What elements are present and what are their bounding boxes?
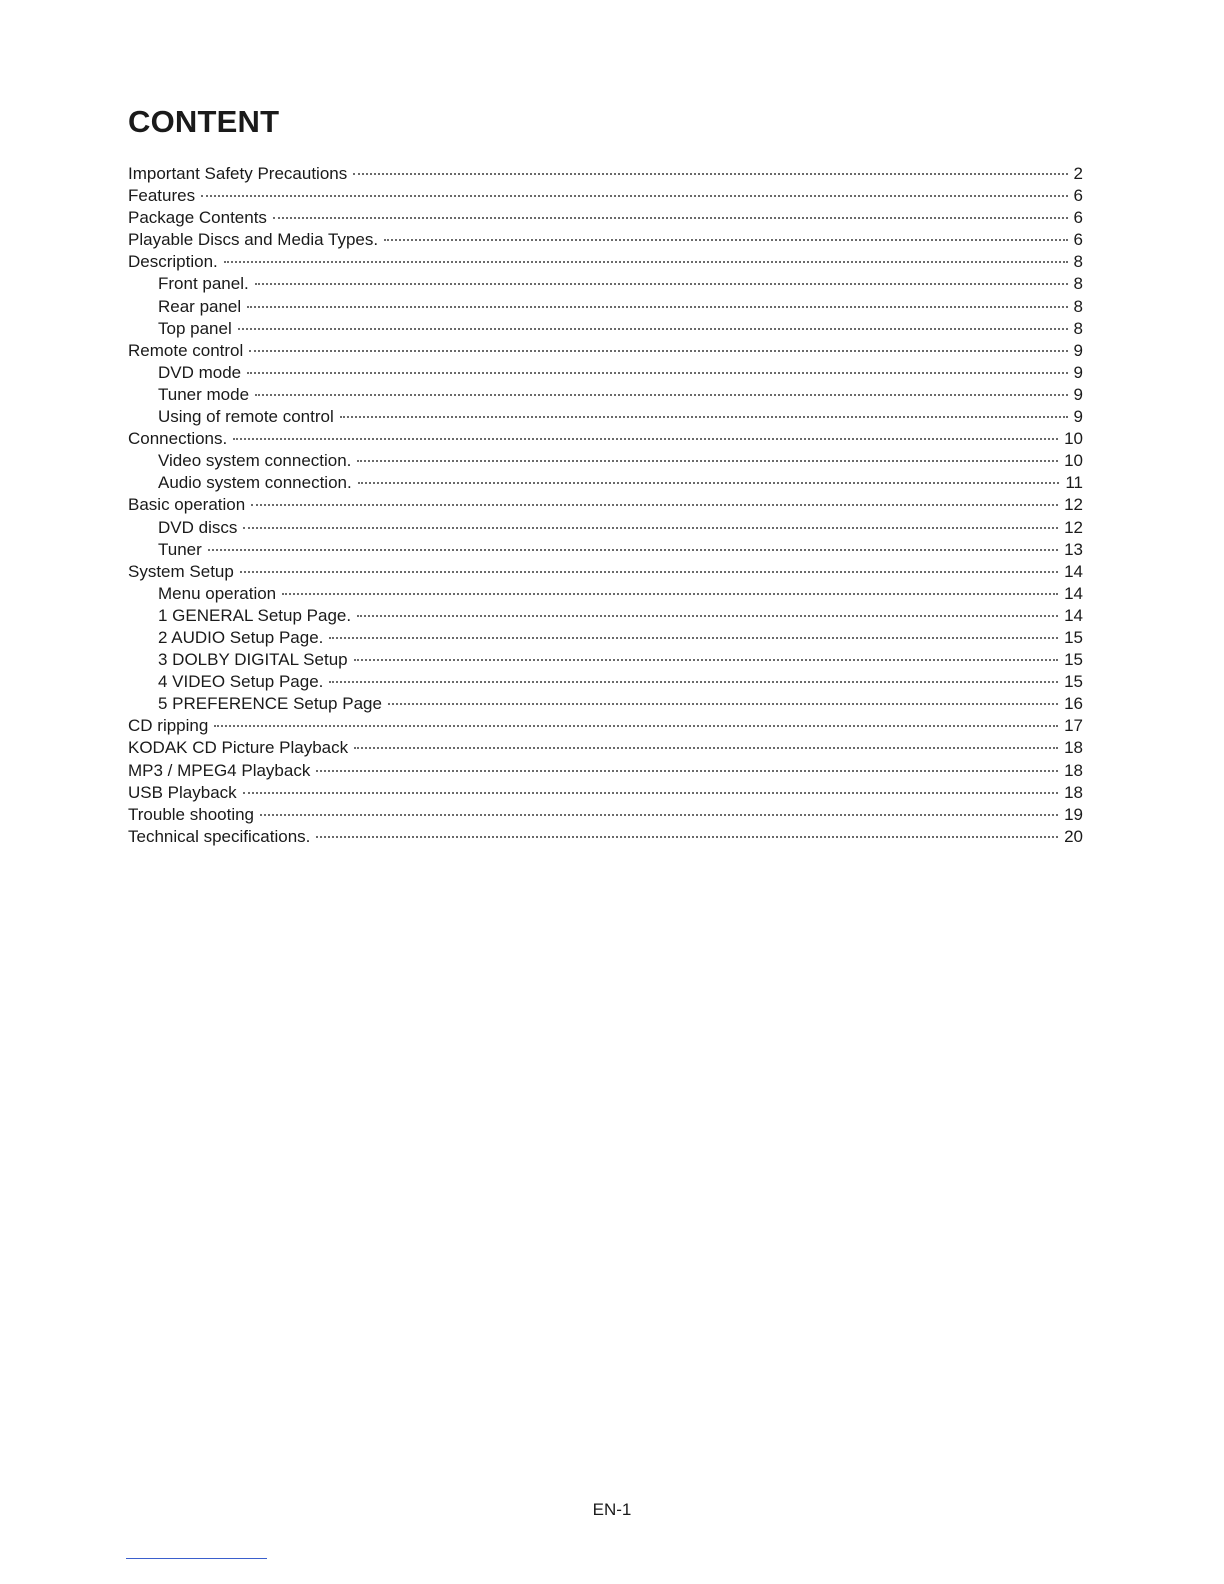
toc-entry[interactable] <box>128 207 1083 229</box>
toc-subentry[interactable] <box>128 539 1083 561</box>
toc-entry-label: MP3 / MPEG4 Playback <box>128 760 311 780</box>
toc-leader-dots <box>208 549 1058 551</box>
toc-entry-label: Description. <box>128 252 218 272</box>
toc-subentry[interactable] <box>128 693 1083 715</box>
toc-entry[interactable] <box>128 826 1083 848</box>
toc-subentry[interactable] <box>128 296 1083 318</box>
toc-entry-page: 11 <box>1065 473 1083 493</box>
toc-leader-dots <box>201 195 1067 197</box>
toc-subentry[interactable] <box>128 362 1083 384</box>
toc-entry[interactable] <box>128 229 1083 251</box>
toc-subentry[interactable] <box>128 450 1083 472</box>
toc-entry-label: DVD discs <box>158 517 238 537</box>
toc-subentry[interactable] <box>128 273 1083 295</box>
footnote-rule <box>126 1558 267 1559</box>
toc-entry-label: 1 GENERAL Setup Page. <box>158 605 352 625</box>
toc-subentry[interactable] <box>128 406 1083 428</box>
toc-entry-page: 8 <box>1073 274 1083 294</box>
toc-entry-label: Tuner <box>158 539 202 559</box>
toc-leader-dots <box>273 217 1068 219</box>
toc-subentry[interactable] <box>128 472 1083 494</box>
toc-entry[interactable] <box>128 251 1083 273</box>
toc-leader-dots <box>249 350 1067 352</box>
toc-entry-label: Playable Discs and Media Types. <box>128 230 379 250</box>
toc-subentry[interactable] <box>128 605 1083 627</box>
toc-leader-dots <box>329 681 1058 683</box>
toc-leader-dots <box>358 482 1060 484</box>
toc-entry-page: 15 <box>1064 650 1083 670</box>
toc-entry-label: Using of remote control <box>158 407 334 427</box>
toc-entry-label: 4 VIDEO Setup Page. <box>158 672 324 692</box>
toc-entry-page: 2 <box>1073 164 1083 183</box>
toc-entry[interactable] <box>128 340 1083 362</box>
toc-entry-label: Package Contents <box>128 208 267 228</box>
toc-leader-dots <box>214 725 1058 727</box>
toc-leader-dots <box>340 416 1068 418</box>
toc-leader-dots <box>260 814 1058 816</box>
toc-entry-page: 16 <box>1064 694 1083 714</box>
toc-entry-page: 8 <box>1073 318 1083 338</box>
toc-entry-label: CD ripping <box>128 716 209 736</box>
toc-entry[interactable] <box>128 760 1083 782</box>
toc-entry-page: 9 <box>1073 384 1083 404</box>
toc-entry-label: Basic operation <box>128 495 246 515</box>
toc-entry-page: 12 <box>1064 495 1083 515</box>
toc-entry-label: Top panel <box>158 318 232 338</box>
toc-entry-page: 14 <box>1064 605 1083 625</box>
toc-entry-label: Menu operation <box>158 583 277 603</box>
toc-leader-dots <box>388 703 1058 705</box>
toc-entry-label: Trouble shooting <box>128 804 255 824</box>
toc-leader-dots <box>353 173 1067 175</box>
toc-leader-dots <box>354 747 1058 749</box>
toc-entry-page: 9 <box>1073 362 1083 382</box>
toc-subentry[interactable] <box>128 384 1083 406</box>
toc-leader-dots <box>251 504 1058 506</box>
toc-entry-page: 18 <box>1064 782 1083 802</box>
toc-entry-page: 18 <box>1064 760 1083 780</box>
toc-subentry[interactable] <box>128 517 1083 539</box>
toc-leader-dots <box>243 792 1058 794</box>
toc-leader-dots <box>357 615 1058 617</box>
toc-entry-page: 8 <box>1073 296 1083 316</box>
toc-subentry[interactable] <box>128 318 1083 340</box>
toc-subentry[interactable] <box>128 671 1083 693</box>
toc-leader-dots <box>329 637 1058 639</box>
toc-leader-dots <box>316 770 1058 772</box>
toc-entry-page: 10 <box>1064 451 1083 471</box>
toc-entry[interactable] <box>128 782 1083 804</box>
toc-entry[interactable] <box>128 494 1083 516</box>
toc-leader-dots <box>243 527 1058 529</box>
toc-entry[interactable] <box>128 715 1083 737</box>
page-title: CONTENT <box>128 104 280 139</box>
toc-entry-label: Audio system connection. <box>158 473 352 493</box>
toc-entry-page: 13 <box>1064 539 1083 559</box>
toc-leader-dots <box>357 460 1058 462</box>
toc-entry-label: KODAK CD Picture Playback <box>128 738 349 758</box>
toc-entry-label: Front panel. <box>158 274 249 294</box>
toc-entry-label: Remote control <box>128 340 244 360</box>
toc-leader-dots <box>255 283 1068 285</box>
toc-entry-page: 14 <box>1064 561 1083 581</box>
toc-entry-label: Tuner mode <box>158 384 250 404</box>
toc-entry-page: 14 <box>1064 583 1083 603</box>
toc-leader-dots <box>282 593 1058 595</box>
toc-entry-label: 5 PREFERENCE Setup Page <box>158 694 382 714</box>
toc-entry[interactable] <box>128 185 1083 207</box>
toc-entry-page: 10 <box>1064 429 1083 449</box>
toc-entry-page: 15 <box>1064 627 1083 647</box>
toc-entry-page: 15 <box>1064 672 1083 692</box>
toc-leader-dots <box>238 328 1068 330</box>
toc-subentry[interactable] <box>128 627 1083 649</box>
toc-leader-dots <box>224 261 1068 263</box>
toc-subentry[interactable] <box>128 649 1083 671</box>
toc-entry-label: DVD mode <box>158 362 242 382</box>
toc-entry-page: 12 <box>1064 517 1083 537</box>
toc-entry-label: USB Playback <box>128 782 237 802</box>
toc-entry-label: 3 DOLBY DIGITAL Setup <box>158 650 348 670</box>
toc-entry-label: Technical specifications. <box>128 826 311 846</box>
toc-entry-label: Rear panel <box>158 296 242 316</box>
toc-entry-page: 6 <box>1073 208 1083 228</box>
toc-subentry[interactable] <box>128 583 1083 605</box>
table-of-contents <box>128 163 1083 848</box>
toc-entry-page: 17 <box>1064 716 1083 736</box>
toc-entry-page: 18 <box>1064 738 1083 758</box>
toc-leader-dots <box>247 372 1067 374</box>
toc-entry-page: 9 <box>1073 407 1083 427</box>
toc-entry-page: 6 <box>1073 186 1083 206</box>
toc-entry-label: Connections. <box>128 429 228 449</box>
toc-entry-page: 20 <box>1064 826 1083 846</box>
toc-leader-dots <box>233 438 1058 440</box>
toc-leader-dots <box>354 659 1058 661</box>
toc-entry[interactable] <box>128 737 1083 759</box>
toc-entry[interactable] <box>128 428 1083 450</box>
toc-entry-page: 6 <box>1073 230 1083 250</box>
toc-entry-page: 8 <box>1073 252 1083 272</box>
toc-entry-label: Important Safety Precautions <box>128 164 348 183</box>
toc-leader-dots <box>255 394 1068 396</box>
toc-entry-label: 2 AUDIO Setup Page. <box>158 627 324 647</box>
toc-entry[interactable] <box>128 561 1083 583</box>
toc-entry-label: System Setup <box>128 561 234 581</box>
toc-entry[interactable] <box>128 804 1083 826</box>
toc-entry-label: Video system connection. <box>158 451 352 471</box>
toc-leader-dots <box>316 836 1058 838</box>
toc-entry[interactable] <box>128 163 1083 185</box>
toc-entry-page: 9 <box>1073 340 1083 360</box>
toc-leader-dots <box>247 306 1067 308</box>
toc-entry-label: Features <box>128 186 196 206</box>
toc-leader-dots <box>240 571 1058 573</box>
toc-leader-dots <box>384 239 1067 241</box>
page-number: EN-1 <box>592 1500 632 1519</box>
toc-entry-page: 19 <box>1064 804 1083 824</box>
